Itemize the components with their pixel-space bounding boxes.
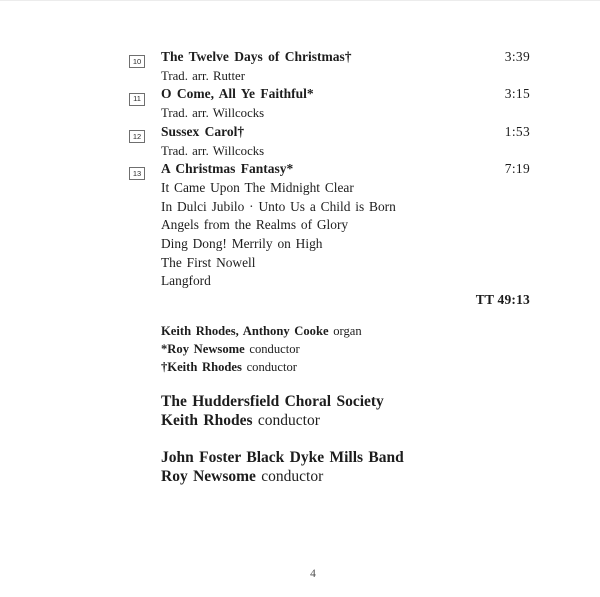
movement-line: The First Nowell <box>161 254 256 270</box>
track-time: 3:39 <box>504 49 530 64</box>
performer-role: organ <box>333 323 362 338</box>
track-arranger: Trad. arr. Willcocks <box>161 143 265 158</box>
track-row <box>129 160 530 291</box>
track-time: 3:15 <box>504 86 530 102</box>
performer-names: †Keith Rhodes <box>161 359 242 374</box>
movement-line: Ding Dong! Merrily on High <box>161 236 323 252</box>
ensemble-name: The Huddersfield Choral Society <box>161 392 384 410</box>
performer-line <box>161 322 530 340</box>
performer-names: Keith Rhodes, Anthony Cooke <box>161 323 329 338</box>
track-time: 7:19 <box>504 161 530 177</box>
track-title: O Come, All Ye Faithful* <box>161 86 314 102</box>
track-number-box: 12 <box>129 130 145 143</box>
track-title: A Christmas Fantasy* <box>161 161 294 177</box>
ensemble-role: conductor <box>257 412 320 430</box>
track-list <box>129 48 530 504</box>
track-number-box: 11 <box>129 93 145 106</box>
track-number-column <box>129 123 161 160</box>
track-time: 1:53 <box>504 123 530 139</box>
movement-line: In Dulci Jubilo · Unto Us a Child is Born <box>161 198 396 214</box>
track-row <box>129 123 530 160</box>
track-row <box>129 85 530 122</box>
performer-names: *Roy Newsome <box>161 341 245 356</box>
ensembles-block <box>129 392 530 487</box>
movement-line: It Came Upon The Midnight Clear <box>161 179 354 195</box>
performer-line <box>161 358 530 376</box>
performer-role: conductor <box>249 341 300 356</box>
performer-line <box>161 340 530 358</box>
ensemble-name: John Foster Black Dyke Mills Band <box>161 448 404 466</box>
track-number-box: 10 <box>129 55 145 68</box>
track-arranger: Trad. arr. Willcocks <box>161 106 265 121</box>
ensemble-director-line <box>161 467 530 487</box>
track-number-column <box>129 160 161 291</box>
track-number-column <box>129 48 161 85</box>
movement-line: Langford <box>161 273 211 289</box>
track-row <box>129 48 530 85</box>
ensemble-director: Keith Rhodes <box>161 412 253 430</box>
performers-block <box>129 322 530 376</box>
track-title: Sussex Carol† <box>161 123 245 139</box>
movement-line: Angels from the Realms of Glory <box>161 217 349 233</box>
ensemble <box>161 392 530 431</box>
ensemble-role: conductor <box>261 468 324 486</box>
track-arranger: Trad. arr. Rutter <box>161 68 245 83</box>
ensemble-director: Roy Newsome <box>161 468 256 486</box>
track-title: The Twelve Days of Christmas† <box>161 49 352 64</box>
ensemble-director-line <box>161 411 530 431</box>
page-number: 4 <box>310 568 316 580</box>
ensemble <box>161 448 530 487</box>
performer-role: conductor <box>246 359 297 374</box>
total-time: TT 49:13 <box>475 292 530 308</box>
track-number-box: 13 <box>129 167 145 180</box>
track-number-column <box>129 85 161 122</box>
